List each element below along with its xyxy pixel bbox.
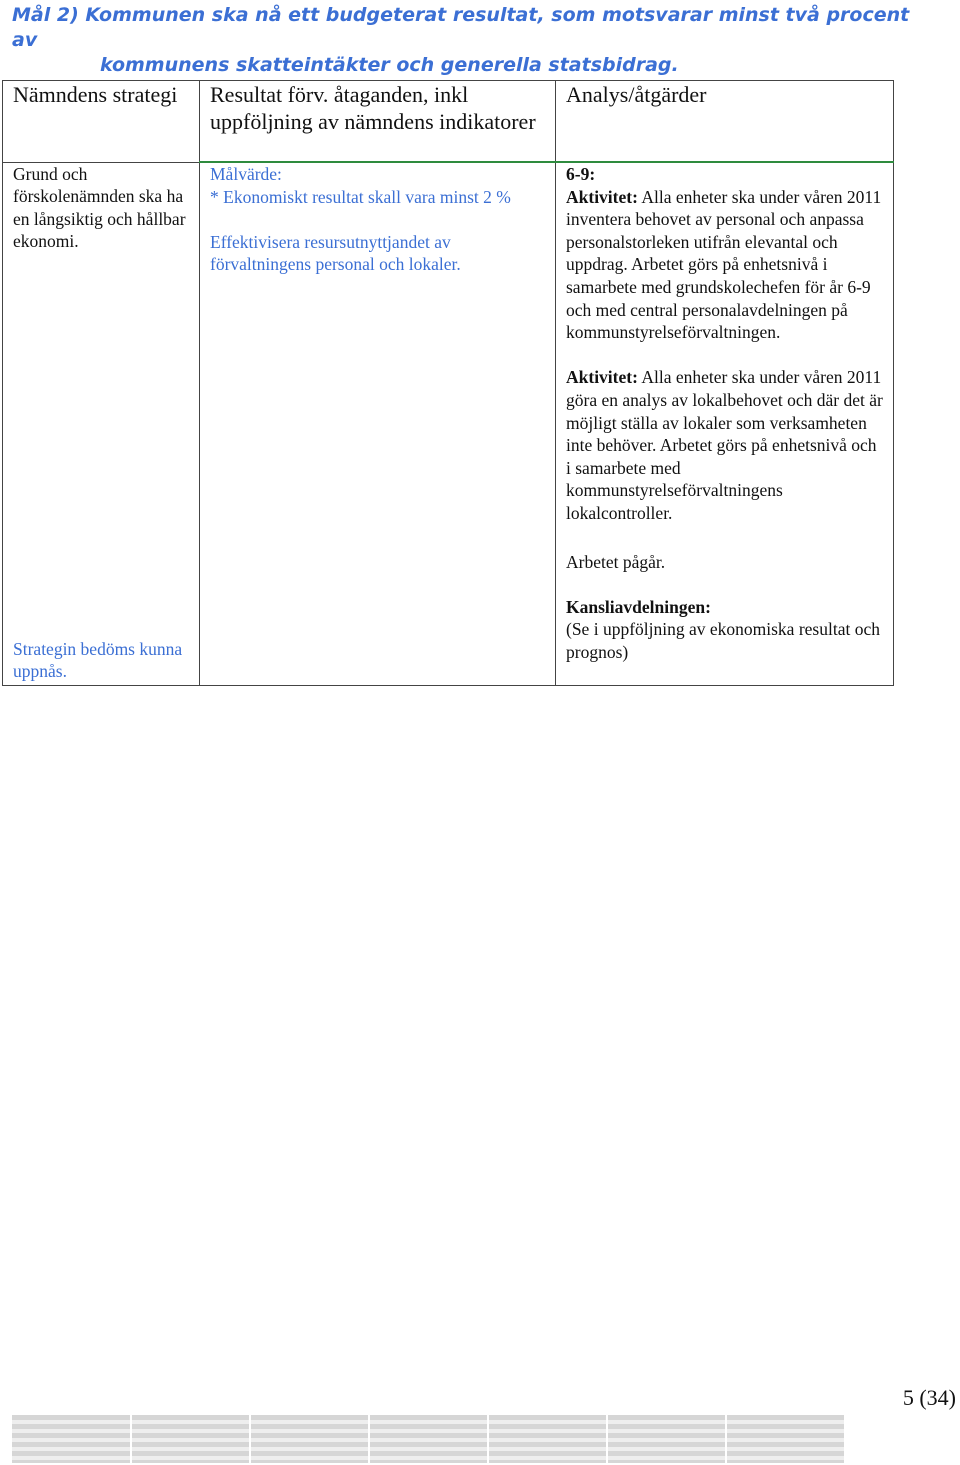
goal-heading bbox=[12, 3, 912, 78]
footer-decoration bbox=[12, 1415, 844, 1463]
activity-2-label: Aktivitet: bbox=[566, 367, 638, 388]
activity-1-text: Alla enheter ska under våren 2011 inventera behovet av personal och anpassa personalstorleken utifrån elevantal och uppdrag. Arbetet görs på enhetsnivå i samarbete med grundskolechefen för år 6-9 och med central personalavdelningen på kommunstyrelseförvaltningen. bbox=[566, 186, 882, 343]
dept-text: (Se i uppföljning av ekonomiska resultat och prognos) bbox=[566, 619, 880, 662]
efficiency-text: Effektivisera resursutnyttjandet av förvaltningens personal och lokaler. bbox=[210, 231, 461, 275]
strategy-text: Grund och förskolenämnden ska ha en långsiktig och hållbar ekonomi. bbox=[13, 163, 186, 252]
dept-label: Kansliavdelningen: bbox=[566, 596, 711, 617]
header-cell-strategy bbox=[3, 81, 200, 163]
activity-2-text: Alla enheter ska under våren 2011 göra en analys av lokalbehovet och där det är möjligt ställa av lokaler som verksamheten inte behöver. Arbetet görs på enhetsnivå och i samarbete med kommunstyrelseförvaltningens lokalcontroller. bbox=[566, 367, 883, 523]
table-row bbox=[3, 162, 894, 686]
header-strategy: Nämndens strategi bbox=[13, 82, 178, 107]
section-label: 6-9: bbox=[566, 164, 596, 184]
activity-1 bbox=[566, 186, 883, 344]
header-result: Resultat förv. åtaganden, inkl uppföljning av nämndens indikatorer bbox=[210, 82, 536, 134]
result-cell bbox=[200, 162, 556, 686]
activity-2 bbox=[566, 366, 883, 524]
assessment-text: Strategin bedöms kunna uppnås. bbox=[13, 638, 183, 682]
activity-1-label: Aktivitet: bbox=[566, 186, 638, 207]
target-label: Målvärde: bbox=[210, 164, 282, 184]
header-cell-result bbox=[200, 81, 556, 163]
strategy-cell bbox=[3, 162, 200, 686]
target-text: * Ekonomiskt resultat skall vara minst 2 % bbox=[210, 186, 511, 207]
status-text: Arbetet pågår. bbox=[566, 551, 666, 572]
header-cell-analysis bbox=[556, 81, 894, 163]
page-number: 5 (34) bbox=[902, 1385, 956, 1410]
table-header-row bbox=[3, 81, 894, 163]
strategy-table bbox=[2, 80, 894, 686]
goal-heading-line1: Mål 2) Kommunen ska nå ett budgeterat resultat, som motsvarar minst två procent av bbox=[12, 4, 910, 51]
goal-heading-line2: kommunens skatteintäkter och generella statsbidrag. bbox=[100, 54, 679, 76]
header-analysis: Analys/åtgärder bbox=[566, 82, 707, 107]
analysis-cell bbox=[556, 162, 894, 686]
